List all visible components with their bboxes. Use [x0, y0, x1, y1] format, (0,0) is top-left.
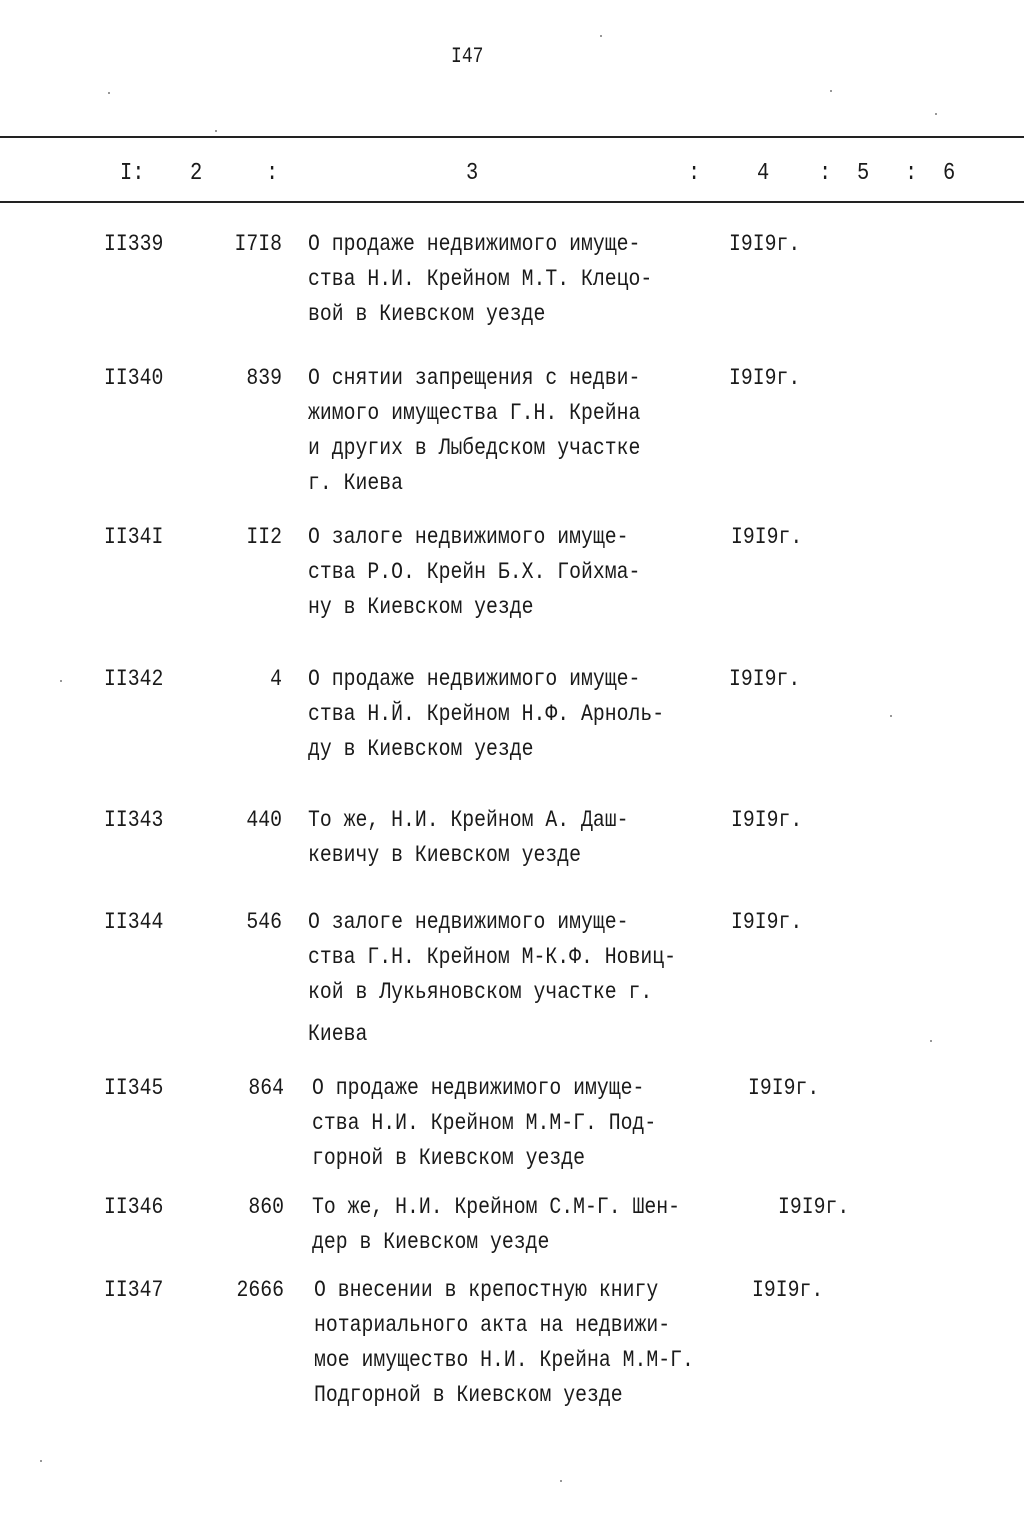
description-line: кой в Лукьяновском участке г.	[308, 979, 653, 1005]
entry-year: I9I9г.	[748, 1075, 820, 1101]
description-line: О внесении в крепостную книгу	[314, 1277, 659, 1303]
entry-year: I9I9г.	[729, 365, 801, 391]
column-separator: :	[266, 160, 279, 187]
description-line: г. Киева	[308, 470, 403, 496]
description-line: мое имущество Н.И. Крейна М.М-Г.	[314, 1347, 694, 1373]
scan-speck	[108, 92, 110, 94]
entry-year: I9I9г.	[752, 1277, 824, 1303]
description-line: ства Н.Й. Крейном Н.Ф. Арноль-	[308, 701, 665, 727]
description-line: ства Р.О. Крейн Б.Х. Гойхма-	[308, 559, 641, 585]
description-line: ства Н.И. Крейном М.М-Г. Под-	[312, 1110, 657, 1136]
description-line: дер в Киевском уезде	[312, 1229, 550, 1255]
entry-number: II346	[104, 1194, 164, 1220]
column-header-3: 3	[466, 160, 479, 187]
column-header-5: 5	[857, 160, 870, 187]
scan-speck	[40, 1460, 42, 1462]
entry-year: I9I9г.	[729, 666, 801, 692]
entry-sheets: I7I8	[234, 231, 282, 257]
entry-sheets: 440	[246, 807, 282, 833]
description-line: ства Г.Н. Крейном М-К.Ф. Новиц-	[308, 944, 676, 970]
description-line: и других в Лыбедском участке	[308, 435, 641, 461]
entry-sheets: 864	[248, 1075, 284, 1101]
scan-speck	[215, 130, 217, 132]
entry-number: II344	[104, 909, 164, 935]
header-top-rule	[0, 136, 1024, 138]
description-line: вой в Киевском уезде	[308, 301, 546, 327]
description-line: О продаже недвижимого имуще-	[308, 666, 641, 692]
entry-number: II345	[104, 1075, 164, 1101]
description-line: Подгорной в Киевском уезде	[314, 1382, 623, 1408]
scan-speck	[560, 1480, 562, 1482]
description-line: То же, Н.И. Крейном С.М-Г. Шен-	[312, 1194, 680, 1220]
entry-year: I9I9г.	[778, 1194, 850, 1220]
description-line: О снятии запрещения с недви-	[308, 365, 641, 391]
description-line: О залоге недвижимого имуще-	[308, 524, 629, 550]
entry-number: II342	[104, 666, 164, 692]
description-line: О продаже недвижимого имуще-	[312, 1075, 645, 1101]
entry-sheets: 546	[246, 909, 282, 935]
entry-year: I9I9г.	[731, 524, 803, 550]
scan-speck	[930, 1040, 932, 1042]
scan-speck	[60, 680, 62, 682]
description-line: жимого имущества Г.Н. Крейна	[308, 400, 641, 426]
entry-sheets: 860	[248, 1194, 284, 1220]
entry-number: II340	[104, 365, 164, 391]
description-line: кевичу в Киевском уезде	[308, 842, 582, 868]
entry-number: II343	[104, 807, 164, 833]
entry-number: II347	[104, 1277, 164, 1303]
entry-sheets: II2	[246, 524, 282, 550]
entry-year: I9I9г.	[731, 807, 803, 833]
entry-sheets: 839	[246, 365, 282, 391]
scan-speck	[890, 715, 892, 717]
description-line: Киева	[308, 1021, 368, 1047]
description-line: горной в Киевском уезде	[312, 1145, 586, 1171]
description-line: нотариального акта на недвижи-	[314, 1312, 671, 1338]
description-line: ду в Киевском уезде	[308, 736, 534, 762]
header-bottom-rule	[0, 201, 1024, 203]
column-header-6: 6	[943, 160, 956, 187]
entry-number: II339	[104, 231, 164, 257]
page-number: I47	[451, 44, 484, 69]
entry-year: I9I9г.	[729, 231, 801, 257]
entry-sheets: 4	[270, 666, 282, 692]
column-separator: :	[819, 160, 832, 187]
description-line: ства Н.И. Крейном М.Т. Клецо-	[308, 266, 653, 292]
description-line: О залоге недвижимого имуще-	[308, 909, 629, 935]
column-header-1: I:	[120, 160, 145, 187]
entry-number: II34I	[104, 524, 164, 550]
column-header-4: 4	[757, 160, 770, 187]
entry-year: I9I9г.	[731, 909, 803, 935]
column-separator: :	[905, 160, 918, 187]
scan-speck	[600, 35, 602, 37]
scan-speck	[935, 113, 937, 115]
description-line: ну в Киевском уезде	[308, 594, 534, 620]
column-header-2: 2	[190, 160, 203, 187]
entry-sheets: 2666	[236, 1277, 284, 1303]
description-line: О продаже недвижимого имуще-	[308, 231, 641, 257]
description-line: То же, Н.И. Крейном А. Даш-	[308, 807, 629, 833]
scan-speck	[830, 90, 832, 92]
column-separator: :	[688, 160, 701, 187]
